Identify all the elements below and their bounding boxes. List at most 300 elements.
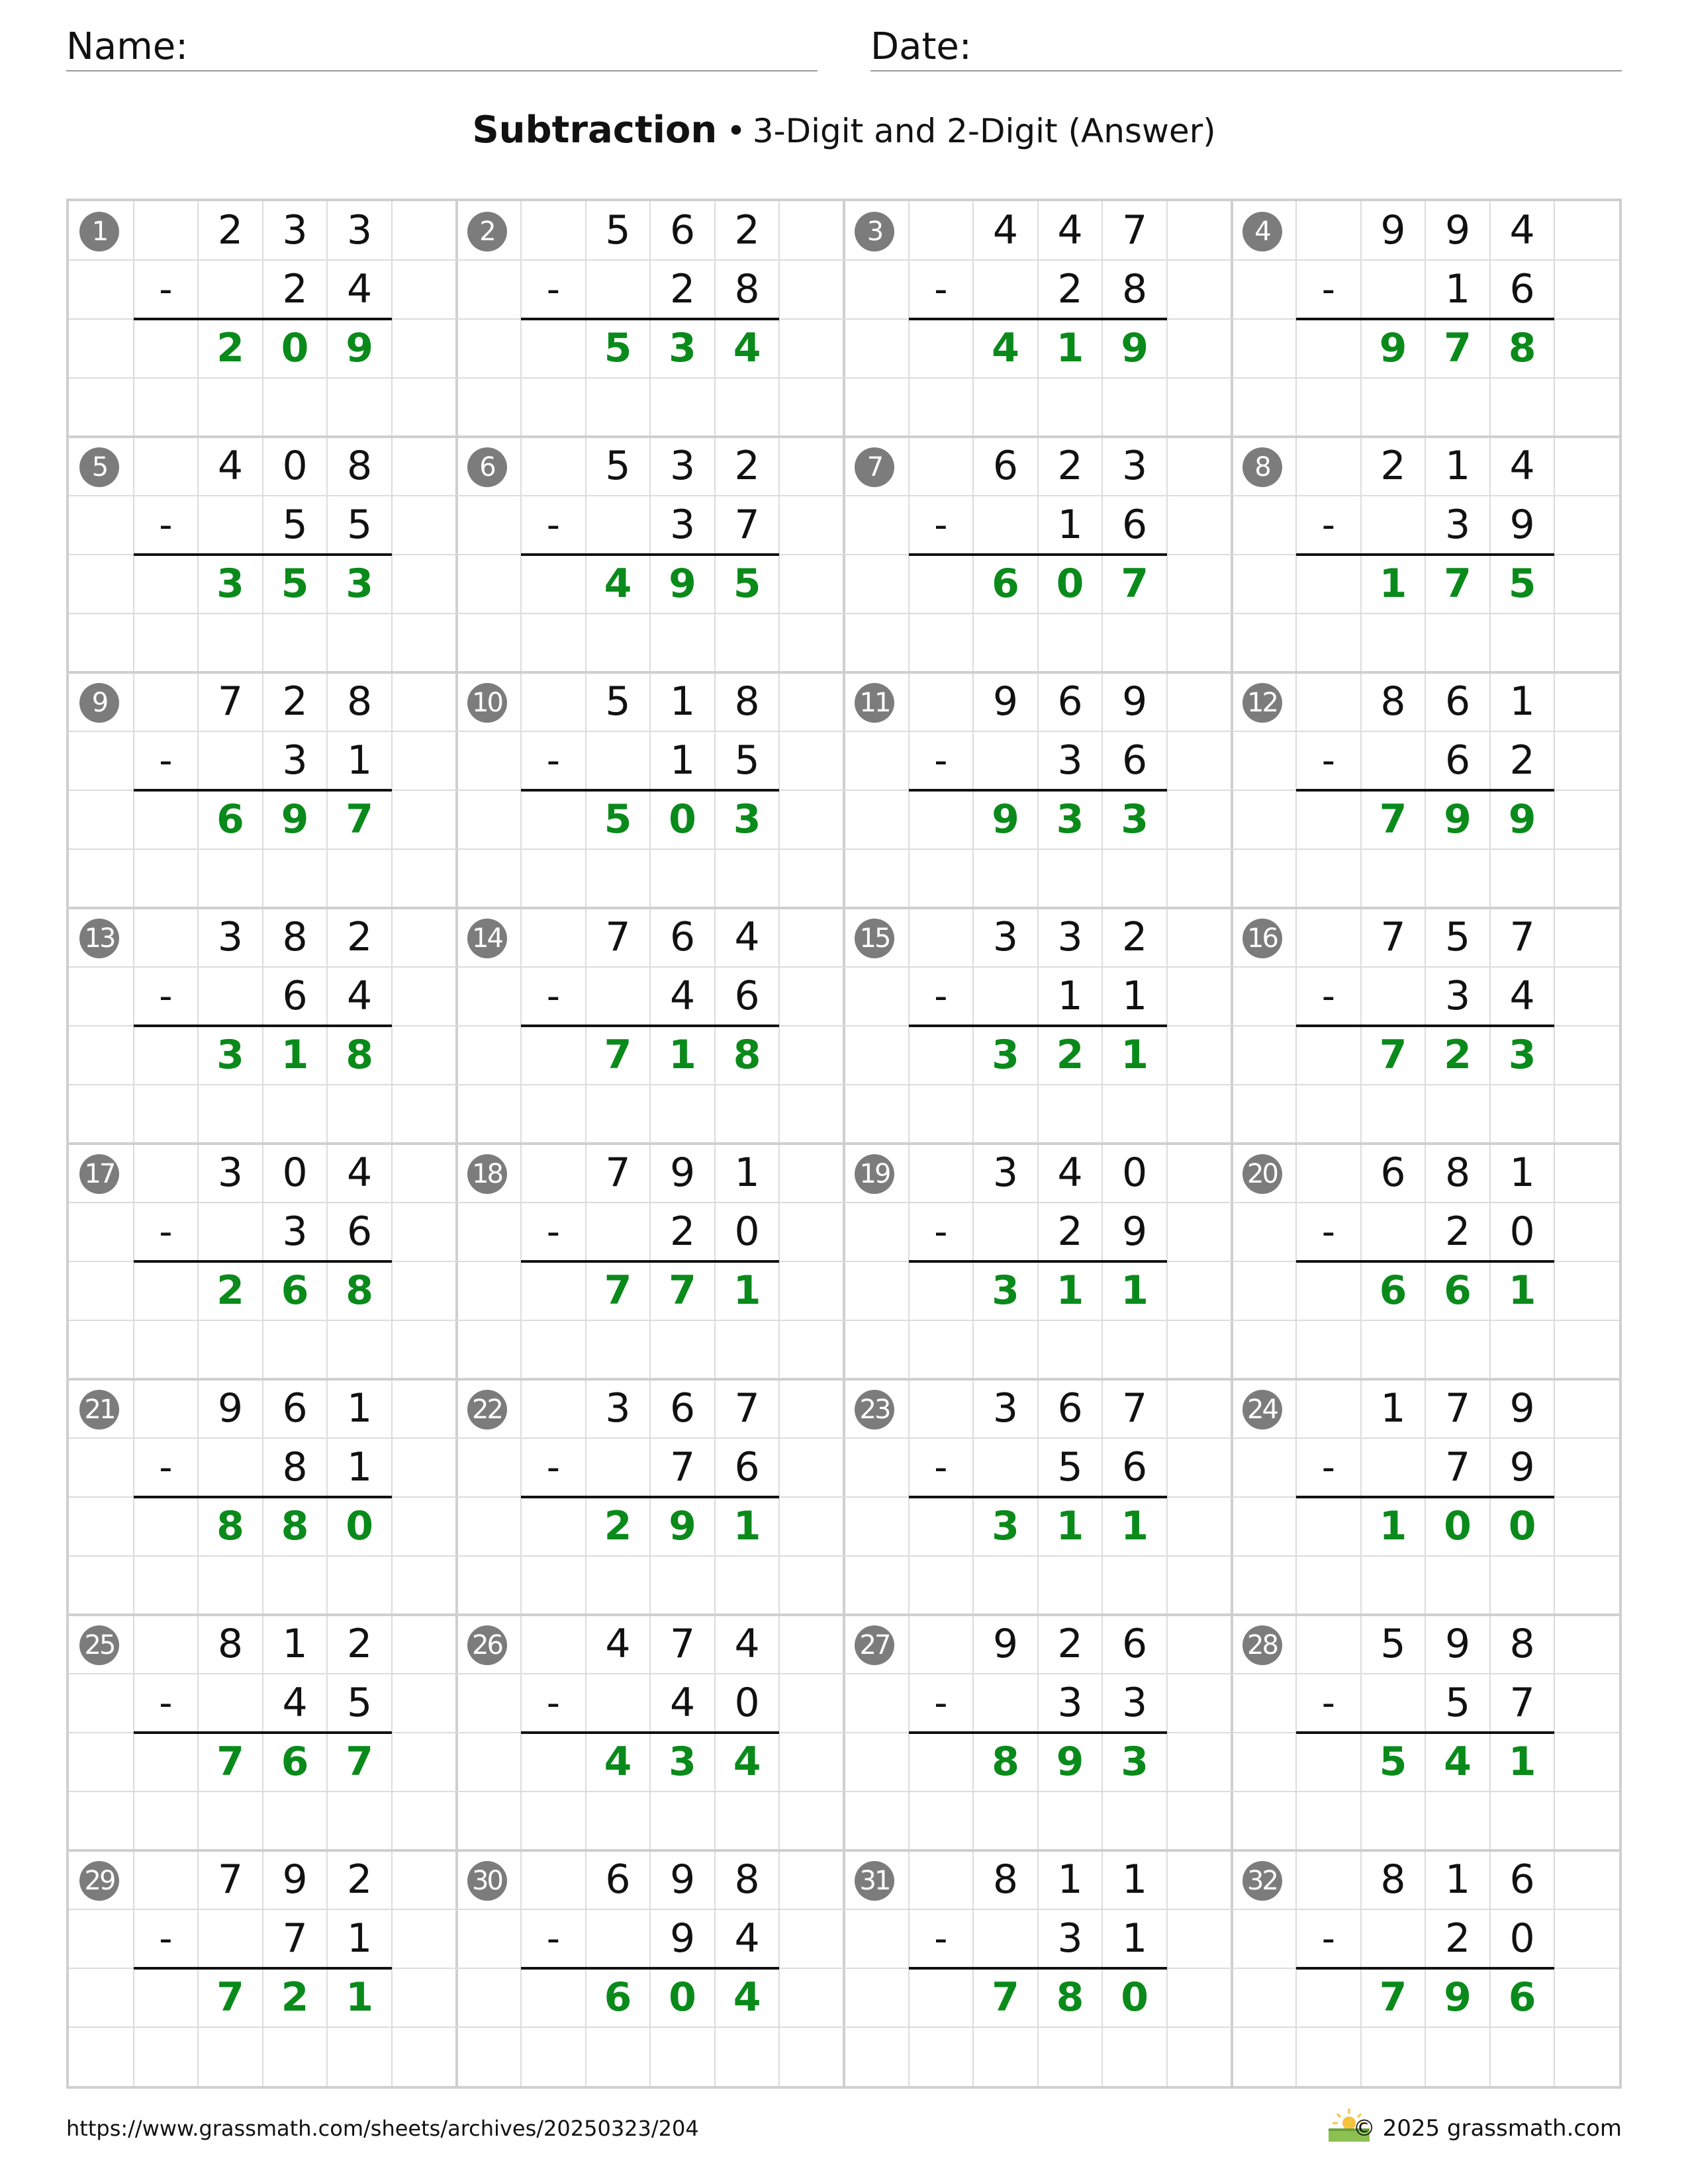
subtrahend-digit: 0 bbox=[1509, 1208, 1535, 1255]
minuend-digit: 2 bbox=[1057, 443, 1083, 489]
problem-15 bbox=[844, 908, 1233, 1144]
subtrahend-digit: 6 bbox=[734, 1444, 760, 1490]
answer-digit: 1 bbox=[346, 1974, 373, 2021]
answer-line bbox=[521, 1024, 779, 1027]
answer-digit: 8 bbox=[1508, 325, 1536, 371]
answer-digit: 9 bbox=[1444, 796, 1472, 842]
minus-sign: - bbox=[546, 975, 560, 1018]
answer-line bbox=[909, 1731, 1167, 1734]
minuend-digit: 7 bbox=[734, 1385, 760, 1432]
problem-number-badge: 23 bbox=[855, 1390, 894, 1430]
problem-5 bbox=[69, 437, 457, 672]
minus-sign: - bbox=[159, 504, 173, 547]
problem-32 bbox=[1232, 1850, 1620, 2086]
subtrahend-digit: 3 bbox=[1444, 973, 1471, 1019]
minuend-digit: 3 bbox=[605, 1385, 631, 1432]
minuend-digit: 4 bbox=[1509, 443, 1535, 489]
answer-digit: 4 bbox=[733, 1739, 761, 1785]
minuend-digit: 9 bbox=[282, 1856, 308, 1903]
minuend-digit: 1 bbox=[1509, 1150, 1535, 1196]
answer-line bbox=[521, 1496, 779, 1498]
problem-number-badge: 26 bbox=[467, 1625, 507, 1665]
answer-digit: 9 bbox=[346, 325, 373, 371]
minuend-digit: 7 bbox=[1380, 914, 1406, 960]
minuend-digit: 6 bbox=[1057, 678, 1083, 725]
minuend-digit: 6 bbox=[1444, 678, 1471, 725]
answer-line bbox=[134, 1260, 392, 1263]
minuend-digit: 7 bbox=[1444, 1385, 1471, 1432]
minuend-digit: 7 bbox=[669, 1621, 696, 1667]
subtrahend-digit: 1 bbox=[347, 737, 373, 784]
answer-line bbox=[134, 1731, 392, 1734]
subtrahend-digit: 1 bbox=[347, 1444, 373, 1490]
subtrahend-digit: 4 bbox=[669, 973, 696, 1019]
subtrahend-digit: 6 bbox=[1509, 266, 1535, 312]
minuend-digit: 3 bbox=[1057, 914, 1083, 960]
subtrahend-digit: 3 bbox=[282, 737, 308, 784]
answer-digit: 7 bbox=[1379, 796, 1407, 842]
subtrahend-digit: 3 bbox=[1122, 1680, 1148, 1726]
answer-line bbox=[1296, 789, 1554, 792]
subtrahend-digit: 0 bbox=[1509, 1915, 1535, 1962]
answer-digit: 8 bbox=[992, 1739, 1019, 1785]
minuend-digit: 1 bbox=[1380, 1385, 1406, 1432]
answer-digit: 4 bbox=[604, 1739, 632, 1785]
subtrahend-digit: 2 bbox=[1057, 266, 1083, 312]
subtrahend-digit: 6 bbox=[1122, 502, 1148, 548]
subtrahend-digit: 6 bbox=[282, 973, 308, 1019]
problem-number-badge: 28 bbox=[1243, 1625, 1282, 1665]
problem-6 bbox=[457, 437, 845, 672]
subtrahend-digit: 3 bbox=[1057, 1680, 1083, 1726]
minus-sign: - bbox=[1321, 1917, 1335, 1960]
problem-25 bbox=[69, 1615, 457, 1850]
problem-number-badge: 19 bbox=[855, 1154, 894, 1194]
minus-sign: - bbox=[546, 1682, 560, 1725]
minus-sign: - bbox=[159, 268, 173, 311]
answer-digit: 7 bbox=[1444, 325, 1472, 371]
answer-digit: 6 bbox=[1379, 1267, 1407, 1314]
problem-number-badge: 8 bbox=[1243, 447, 1282, 487]
minuend-digit: 3 bbox=[992, 914, 1019, 960]
problem-number-badge: 11 bbox=[855, 683, 894, 723]
minuend-digit: 3 bbox=[347, 207, 373, 253]
minuend-digit: 1 bbox=[1444, 443, 1471, 489]
minus-sign: - bbox=[159, 739, 173, 782]
answer-digit: 6 bbox=[992, 561, 1019, 607]
answer-digit: 5 bbox=[1508, 561, 1536, 607]
problem-4 bbox=[1232, 201, 1620, 437]
problem-number-badge: 4 bbox=[1243, 212, 1282, 251]
subtrahend-digit: 9 bbox=[1509, 502, 1535, 548]
problem-number-badge: 2 bbox=[467, 212, 507, 251]
answer-digit: 3 bbox=[216, 561, 244, 607]
subtrahend-digit: 2 bbox=[669, 1208, 696, 1255]
answer-digit: 9 bbox=[992, 796, 1019, 842]
answer-digit: 1 bbox=[669, 1032, 696, 1078]
title-separator: • bbox=[726, 112, 746, 150]
problem-grid bbox=[66, 199, 1622, 2089]
problem-24 bbox=[1232, 1379, 1620, 1615]
subtrahend-digit: 1 bbox=[1122, 973, 1148, 1019]
answer-line bbox=[134, 1024, 392, 1027]
answer-line bbox=[909, 318, 1167, 320]
answer-digit: 9 bbox=[669, 1503, 696, 1549]
problem-number-badge: 24 bbox=[1243, 1390, 1282, 1430]
minuend-digit: 3 bbox=[217, 1150, 244, 1196]
answer-digit: 3 bbox=[669, 1739, 696, 1785]
minuend-digit: 9 bbox=[992, 1621, 1019, 1667]
problem-number-badge: 13 bbox=[79, 919, 119, 958]
subtrahend-digit: 2 bbox=[1057, 1208, 1083, 1255]
answer-line bbox=[521, 1731, 779, 1734]
subtrahend-digit: 8 bbox=[1122, 266, 1148, 312]
subtrahend-digit: 6 bbox=[734, 973, 760, 1019]
minuend-digit: 7 bbox=[1122, 1385, 1148, 1432]
footer-url[interactable]: https://www.grassmath.com/sheets/archives/20250323/204 bbox=[66, 2116, 699, 2141]
subtrahend-digit: 7 bbox=[282, 1915, 308, 1962]
answer-digit: 2 bbox=[1056, 1032, 1084, 1078]
subtrahend-digit: 2 bbox=[1509, 737, 1535, 784]
problem-21 bbox=[69, 1379, 457, 1615]
answer-digit: 7 bbox=[1121, 561, 1149, 607]
subtrahend-digit: 7 bbox=[1509, 1680, 1535, 1726]
subtrahend-digit: 7 bbox=[1444, 1444, 1471, 1490]
minuend-digit: 3 bbox=[669, 443, 696, 489]
minuend-digit: 9 bbox=[669, 1856, 696, 1903]
problem-16 bbox=[1232, 908, 1620, 1144]
answer-digit: 9 bbox=[1508, 796, 1536, 842]
answer-digit: 8 bbox=[733, 1032, 761, 1078]
minuend-digit: 0 bbox=[282, 443, 308, 489]
minuend-digit: 4 bbox=[1057, 1150, 1083, 1196]
problem-number-badge: 21 bbox=[79, 1390, 119, 1430]
problem-number-badge: 25 bbox=[79, 1625, 119, 1665]
title-main: Subtraction bbox=[472, 109, 718, 152]
problem-13 bbox=[69, 908, 457, 1144]
problem-number-badge: 31 bbox=[855, 1861, 894, 1901]
minuend-digit: 8 bbox=[347, 678, 373, 725]
answer-digit: 9 bbox=[281, 796, 309, 842]
minus-sign: - bbox=[934, 1917, 948, 1960]
answer-digit: 9 bbox=[1444, 1974, 1472, 2021]
answer-line bbox=[909, 1260, 1167, 1263]
minuend-digit: 2 bbox=[1122, 914, 1148, 960]
minus-sign: - bbox=[1321, 268, 1335, 311]
minuend-digit: 8 bbox=[1444, 1150, 1471, 1196]
name-field[interactable] bbox=[66, 24, 818, 71]
subtrahend-digit: 4 bbox=[347, 973, 373, 1019]
subtrahend-digit: 1 bbox=[1444, 266, 1471, 312]
answer-digit: 4 bbox=[1444, 1739, 1472, 1785]
problem-number-badge: 15 bbox=[855, 919, 894, 958]
minuend-digit: 6 bbox=[669, 207, 696, 253]
subtrahend-digit: 6 bbox=[347, 1208, 373, 1255]
answer-line bbox=[521, 789, 779, 792]
answer-digit: 7 bbox=[216, 1974, 244, 2021]
answer-line bbox=[909, 789, 1167, 792]
minuend-digit: 1 bbox=[1444, 1856, 1471, 1903]
minuend-digit: 8 bbox=[282, 914, 308, 960]
minuend-digit: 3 bbox=[282, 207, 308, 253]
answer-digit: 9 bbox=[1121, 325, 1149, 371]
problem-12 bbox=[1232, 672, 1620, 908]
problem-number-badge: 9 bbox=[79, 683, 119, 723]
answer-digit: 0 bbox=[1056, 561, 1084, 607]
minus-sign: - bbox=[1321, 975, 1335, 1018]
answer-digit: 0 bbox=[346, 1503, 373, 1549]
minus-sign: - bbox=[1321, 1210, 1335, 1253]
answer-line bbox=[909, 553, 1167, 556]
minuend-digit: 9 bbox=[1122, 678, 1148, 725]
minuend-digit: 4 bbox=[347, 1150, 373, 1196]
subtrahend-digit: 2 bbox=[669, 266, 696, 312]
answer-digit: 8 bbox=[281, 1503, 309, 1549]
answer-digit: 9 bbox=[1056, 1739, 1084, 1785]
minuend-digit: 4 bbox=[992, 207, 1019, 253]
answer-digit: 7 bbox=[1379, 1974, 1407, 2021]
minuend-digit: 1 bbox=[669, 678, 696, 725]
problem-8 bbox=[1232, 437, 1620, 672]
answer-line bbox=[1296, 553, 1554, 556]
minuend-digit: 6 bbox=[669, 1385, 696, 1432]
answer-digit: 7 bbox=[669, 1267, 696, 1314]
minuend-digit: 1 bbox=[347, 1385, 373, 1432]
subtrahend-digit: 5 bbox=[1057, 1444, 1083, 1490]
subtrahend-digit: 5 bbox=[734, 737, 760, 784]
minus-sign: - bbox=[159, 1682, 173, 1725]
answer-digit: 8 bbox=[1056, 1974, 1084, 2021]
minuend-digit: 9 bbox=[992, 678, 1019, 725]
minuend-digit: 3 bbox=[217, 914, 244, 960]
minuend-digit: 7 bbox=[217, 678, 244, 725]
answer-digit: 0 bbox=[669, 1974, 696, 2021]
answer-digit: 0 bbox=[669, 796, 696, 842]
answer-line bbox=[521, 318, 779, 320]
minuend-digit: 6 bbox=[605, 1856, 631, 1903]
answer-digit: 7 bbox=[604, 1267, 632, 1314]
minuend-digit: 5 bbox=[605, 207, 631, 253]
answer-line bbox=[1296, 1260, 1554, 1263]
answer-digit: 2 bbox=[1444, 1032, 1472, 1078]
minuend-digit: 4 bbox=[1057, 207, 1083, 253]
minuend-digit: 9 bbox=[669, 1150, 696, 1196]
minuend-digit: 7 bbox=[217, 1856, 244, 1903]
problem-number-badge: 29 bbox=[79, 1861, 119, 1901]
problem-27 bbox=[844, 1615, 1233, 1850]
subtrahend-digit: 1 bbox=[347, 1915, 373, 1962]
subtrahend-digit: 5 bbox=[1444, 1680, 1471, 1726]
answer-digit: 6 bbox=[1508, 1974, 1536, 2021]
answer-digit: 7 bbox=[604, 1032, 632, 1078]
problem-number-badge: 18 bbox=[467, 1154, 507, 1194]
answer-digit: 8 bbox=[346, 1032, 373, 1078]
minuend-digit: 5 bbox=[1380, 1621, 1406, 1667]
minuend-digit: 4 bbox=[734, 914, 760, 960]
problem-number-badge: 1 bbox=[79, 212, 119, 251]
problem-7 bbox=[844, 437, 1233, 672]
answer-digit: 4 bbox=[733, 325, 761, 371]
answer-digit: 2 bbox=[216, 325, 244, 371]
problem-number-badge: 3 bbox=[855, 212, 894, 251]
minuend-digit: 7 bbox=[605, 1150, 631, 1196]
minus-sign: - bbox=[934, 1682, 948, 1725]
problem-number-badge: 7 bbox=[855, 447, 894, 487]
answer-digit: 1 bbox=[733, 1267, 761, 1314]
answer-digit: 2 bbox=[604, 1503, 632, 1549]
problem-28 bbox=[1232, 1615, 1620, 1850]
answer-digit: 5 bbox=[604, 325, 632, 371]
problem-29 bbox=[69, 1850, 457, 2086]
minuend-digit: 8 bbox=[1380, 678, 1406, 725]
minuend-digit: 5 bbox=[1444, 914, 1471, 960]
title-subtitle: 3-Digit and 2-Digit (Answer) bbox=[752, 112, 1216, 150]
problem-30 bbox=[457, 1850, 845, 2086]
answer-digit: 3 bbox=[992, 1032, 1019, 1078]
minuend-digit: 4 bbox=[734, 1621, 760, 1667]
minuend-digit: 6 bbox=[669, 914, 696, 960]
answer-digit: 1 bbox=[1056, 1267, 1084, 1314]
answer-digit: 1 bbox=[1121, 1267, 1149, 1314]
problem-31 bbox=[844, 1850, 1233, 2086]
answer-digit: 1 bbox=[1121, 1503, 1149, 1549]
minuend-digit: 7 bbox=[1122, 207, 1148, 253]
answer-digit: 5 bbox=[604, 796, 632, 842]
subtrahend-digit: 3 bbox=[1057, 1915, 1083, 1962]
minus-sign: - bbox=[934, 268, 948, 311]
answer-digit: 1 bbox=[1056, 325, 1084, 371]
date-label: Date: bbox=[870, 25, 972, 68]
subtrahend-digit: 0 bbox=[734, 1208, 760, 1255]
minuend-digit: 6 bbox=[1509, 1856, 1535, 1903]
problem-number-badge: 27 bbox=[855, 1625, 894, 1665]
footer-copyright: © 2025 grassmath.com bbox=[1352, 2115, 1622, 2142]
problem-number-badge: 22 bbox=[467, 1390, 507, 1430]
problem-1 bbox=[69, 201, 457, 437]
subtrahend-digit: 2 bbox=[1444, 1208, 1471, 1255]
answer-digit: 8 bbox=[346, 1267, 373, 1314]
answer-digit: 7 bbox=[216, 1739, 244, 1785]
answer-line bbox=[1296, 318, 1554, 320]
minus-sign: - bbox=[159, 1446, 173, 1489]
subtrahend-digit: 6 bbox=[1122, 1444, 1148, 1490]
answer-digit: 4 bbox=[992, 325, 1019, 371]
answer-digit: 3 bbox=[346, 561, 373, 607]
subtrahend-digit: 0 bbox=[734, 1680, 760, 1726]
minuend-digit: 5 bbox=[605, 443, 631, 489]
answer-digit: 9 bbox=[669, 561, 696, 607]
minuend-digit: 5 bbox=[605, 678, 631, 725]
subtrahend-digit: 4 bbox=[282, 1680, 308, 1726]
minuend-digit: 0 bbox=[1122, 1150, 1148, 1196]
answer-digit: 1 bbox=[1508, 1267, 1536, 1314]
answer-digit: 5 bbox=[281, 561, 309, 607]
answer-digit: 6 bbox=[216, 796, 244, 842]
minuend-digit: 2 bbox=[217, 207, 244, 253]
answer-line bbox=[1296, 1731, 1554, 1734]
answer-digit: 1 bbox=[733, 1503, 761, 1549]
problem-number-badge: 17 bbox=[79, 1154, 119, 1194]
minuend-digit: 8 bbox=[1380, 1856, 1406, 1903]
answer-digit: 2 bbox=[281, 1974, 309, 2021]
subtrahend-digit: 5 bbox=[282, 502, 308, 548]
problem-number-badge: 16 bbox=[1243, 919, 1282, 958]
minuend-digit: 7 bbox=[605, 914, 631, 960]
answer-line bbox=[909, 1496, 1167, 1498]
minus-sign: - bbox=[546, 1917, 560, 1960]
minuend-digit: 1 bbox=[1509, 678, 1535, 725]
subtrahend-digit: 3 bbox=[1057, 737, 1083, 784]
minuend-digit: 6 bbox=[1057, 1385, 1083, 1432]
answer-digit: 3 bbox=[1121, 1739, 1149, 1785]
subtrahend-digit: 7 bbox=[734, 502, 760, 548]
subtrahend-digit: 5 bbox=[347, 1680, 373, 1726]
answer-digit: 6 bbox=[281, 1267, 309, 1314]
minus-sign: - bbox=[159, 975, 173, 1018]
answer-digit: 0 bbox=[281, 325, 309, 371]
minuend-digit: 4 bbox=[605, 1621, 631, 1667]
answer-digit: 4 bbox=[733, 1974, 761, 2021]
minuend-digit: 3 bbox=[1122, 443, 1148, 489]
subtrahend-digit: 5 bbox=[347, 502, 373, 548]
minus-sign: - bbox=[934, 1446, 948, 1489]
answer-digit: 3 bbox=[992, 1267, 1019, 1314]
subtrahend-digit: 6 bbox=[1444, 737, 1471, 784]
minus-sign: - bbox=[1321, 504, 1335, 547]
minuend-digit: 3 bbox=[992, 1385, 1019, 1432]
answer-line bbox=[521, 553, 779, 556]
minuend-digit: 0 bbox=[282, 1150, 308, 1196]
answer-digit: 3 bbox=[992, 1503, 1019, 1549]
minuend-digit: 2 bbox=[282, 678, 308, 725]
subtrahend-digit: 8 bbox=[734, 266, 760, 312]
minuend-digit: 1 bbox=[1122, 1856, 1148, 1903]
minuend-digit: 8 bbox=[734, 1856, 760, 1903]
answer-digit: 7 bbox=[346, 796, 373, 842]
problem-number-badge: 32 bbox=[1243, 1861, 1282, 1901]
date-field[interactable] bbox=[870, 24, 1622, 71]
answer-digit: 0 bbox=[1508, 1503, 1536, 1549]
answer-digit: 3 bbox=[1121, 796, 1149, 842]
subtrahend-digit: 9 bbox=[1509, 1444, 1535, 1490]
answer-digit: 3 bbox=[1056, 796, 1084, 842]
problem-number-badge: 5 bbox=[79, 447, 119, 487]
minuend-digit: 8 bbox=[992, 1856, 1019, 1903]
subtrahend-digit: 4 bbox=[1509, 973, 1535, 1019]
subtrahend-digit: 1 bbox=[1057, 973, 1083, 1019]
answer-digit: 7 bbox=[1444, 561, 1472, 607]
problem-22 bbox=[457, 1379, 845, 1615]
problem-14 bbox=[457, 908, 845, 1144]
minuend-digit: 2 bbox=[734, 207, 760, 253]
minus-sign: - bbox=[1321, 1682, 1335, 1725]
worksheet-title bbox=[0, 107, 1688, 154]
answer-digit: 1 bbox=[1379, 1503, 1407, 1549]
minus-sign: - bbox=[934, 975, 948, 1018]
minus-sign: - bbox=[546, 1446, 560, 1489]
minuend-digit: 6 bbox=[1122, 1621, 1148, 1667]
problem-number-badge: 6 bbox=[467, 447, 507, 487]
minus-sign: - bbox=[1321, 739, 1335, 782]
minus-sign: - bbox=[934, 739, 948, 782]
minuend-digit: 9 bbox=[1444, 1621, 1471, 1667]
problem-10 bbox=[457, 672, 845, 908]
minuend-digit: 3 bbox=[992, 1150, 1019, 1196]
minus-sign: - bbox=[934, 504, 948, 547]
answer-line bbox=[134, 553, 392, 556]
subtrahend-digit: 3 bbox=[1444, 502, 1471, 548]
subtrahend-digit: 4 bbox=[734, 1915, 760, 1962]
